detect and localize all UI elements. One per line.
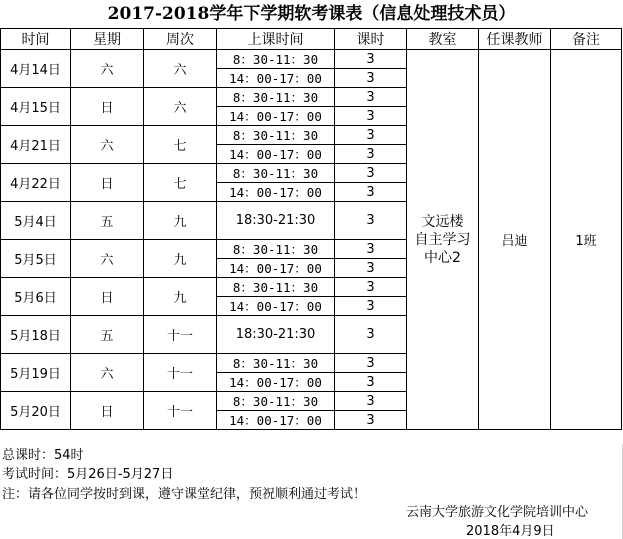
page-title: 2017-2018学年下学期软考课表（信息处理技术员） (107, 4, 516, 24)
hours-cell: 3 (335, 373, 407, 392)
classroom-cell: 文远楼 自主学习 中心2 (407, 50, 479, 430)
week-cell: 九 (144, 202, 217, 240)
class-time-cell: 14：00-17：00 (217, 145, 335, 164)
notice: 注：请各位同学按时到课，遵守课堂纪律，预祝顺利通过考试！ (2, 487, 367, 502)
weekday-cell: 日 (71, 278, 144, 316)
hours-cell: 3 (335, 107, 407, 126)
hours-cell: 3 (335, 126, 407, 145)
column-header: 教室 (407, 29, 479, 50)
column-header: 上课时间 (217, 29, 335, 50)
week-cell: 十一 (144, 354, 217, 392)
class-time-cell: 8：30-11：30 (217, 50, 335, 69)
column-header: 星期 (71, 29, 144, 50)
class-time-cell: 8：30-11：30 (217, 354, 335, 373)
class-time-cell: 8：30-11：30 (217, 392, 335, 411)
week-cell: 六 (144, 50, 217, 88)
weekday-cell: 六 (71, 50, 144, 88)
week-cell: 十一 (144, 392, 217, 430)
weekday-cell: 六 (71, 240, 144, 278)
class-time-cell: 8：30-11：30 (217, 240, 335, 259)
class-time-cell: 14：00-17：00 (217, 107, 335, 126)
class-time-cell: 8：30-11：30 (217, 164, 335, 183)
date-cell: 5月18日 (1, 316, 71, 354)
exam-time: 考试时间：5月26日-5月27日 (2, 467, 174, 482)
teacher-cell: 吕迪 (479, 50, 551, 430)
week-cell: 九 (144, 240, 217, 278)
class-time-cell: 14：00-17：00 (217, 69, 335, 88)
header-row (1, 29, 622, 50)
date-cell: 5月4日 (1, 202, 71, 240)
hours-cell: 3 (335, 183, 407, 202)
date-cell: 5月19日 (1, 354, 71, 392)
week-cell: 七 (144, 164, 217, 202)
class-time-cell: 18:30-21:30 (217, 316, 335, 354)
class-time-cell: 14：00-17：00 (217, 373, 335, 392)
hours-cell: 3 (335, 88, 407, 107)
hours-cell: 3 (335, 278, 407, 297)
hours-cell: 3 (335, 411, 407, 430)
week-cell: 十一 (144, 316, 217, 354)
note-cell: 1班 (551, 50, 622, 430)
column-header: 任课教师 (479, 29, 551, 50)
class-time-cell: 14：00-17：00 (217, 183, 335, 202)
hours-cell: 3 (335, 50, 407, 69)
schedule-table (0, 28, 622, 430)
date-cell: 5月5日 (1, 240, 71, 278)
weekday-cell: 六 (71, 354, 144, 392)
hours-cell: 3 (335, 145, 407, 164)
date-cell: 5月6日 (1, 278, 71, 316)
week-cell: 七 (144, 126, 217, 164)
class-time-cell: 8：30-11：30 (217, 88, 335, 107)
column-header: 备注 (551, 29, 622, 50)
signature-date: 2018年4月9日 (466, 524, 555, 539)
table-row (1, 50, 622, 69)
weekday-cell: 日 (71, 164, 144, 202)
hours-cell: 3 (335, 354, 407, 373)
week-cell: 九 (144, 278, 217, 316)
weekday-cell: 日 (71, 392, 144, 430)
class-time-cell: 8：30-11：30 (217, 278, 335, 297)
week-cell: 六 (144, 88, 217, 126)
column-header: 课时 (335, 29, 407, 50)
class-time-cell: 14：00-17：00 (217, 297, 335, 316)
class-time-cell: 18:30-21:30 (217, 202, 335, 240)
class-time-cell: 14：00-17：00 (217, 259, 335, 278)
class-time-cell: 8：30-11：30 (217, 126, 335, 145)
weekday-cell: 五 (71, 316, 144, 354)
hours-cell: 3 (335, 297, 407, 316)
weekday-cell: 六 (71, 126, 144, 164)
date-cell: 4月14日 (1, 50, 71, 88)
date-cell: 4月22日 (1, 164, 71, 202)
hours-cell: 3 (335, 392, 407, 411)
hours-cell: 3 (335, 259, 407, 278)
date-cell: 4月15日 (1, 88, 71, 126)
hours-cell: 3 (335, 164, 407, 183)
class-time-cell: 14：00-17：00 (217, 411, 335, 430)
hours-cell: 3 (335, 316, 407, 354)
date-cell: 4月21日 (1, 126, 71, 164)
total-hours: 总课时：54时 (2, 448, 84, 463)
hours-cell: 3 (335, 69, 407, 88)
column-header: 周次 (144, 29, 217, 50)
signature-org: 云南大学旅游文化学院培训中心 (406, 505, 589, 520)
date-cell: 5月20日 (1, 392, 71, 430)
hours-cell: 3 (335, 202, 407, 240)
weekday-cell: 日 (71, 88, 144, 126)
hours-cell: 3 (335, 240, 407, 259)
column-header: 时间 (1, 29, 71, 50)
weekday-cell: 五 (71, 202, 144, 240)
